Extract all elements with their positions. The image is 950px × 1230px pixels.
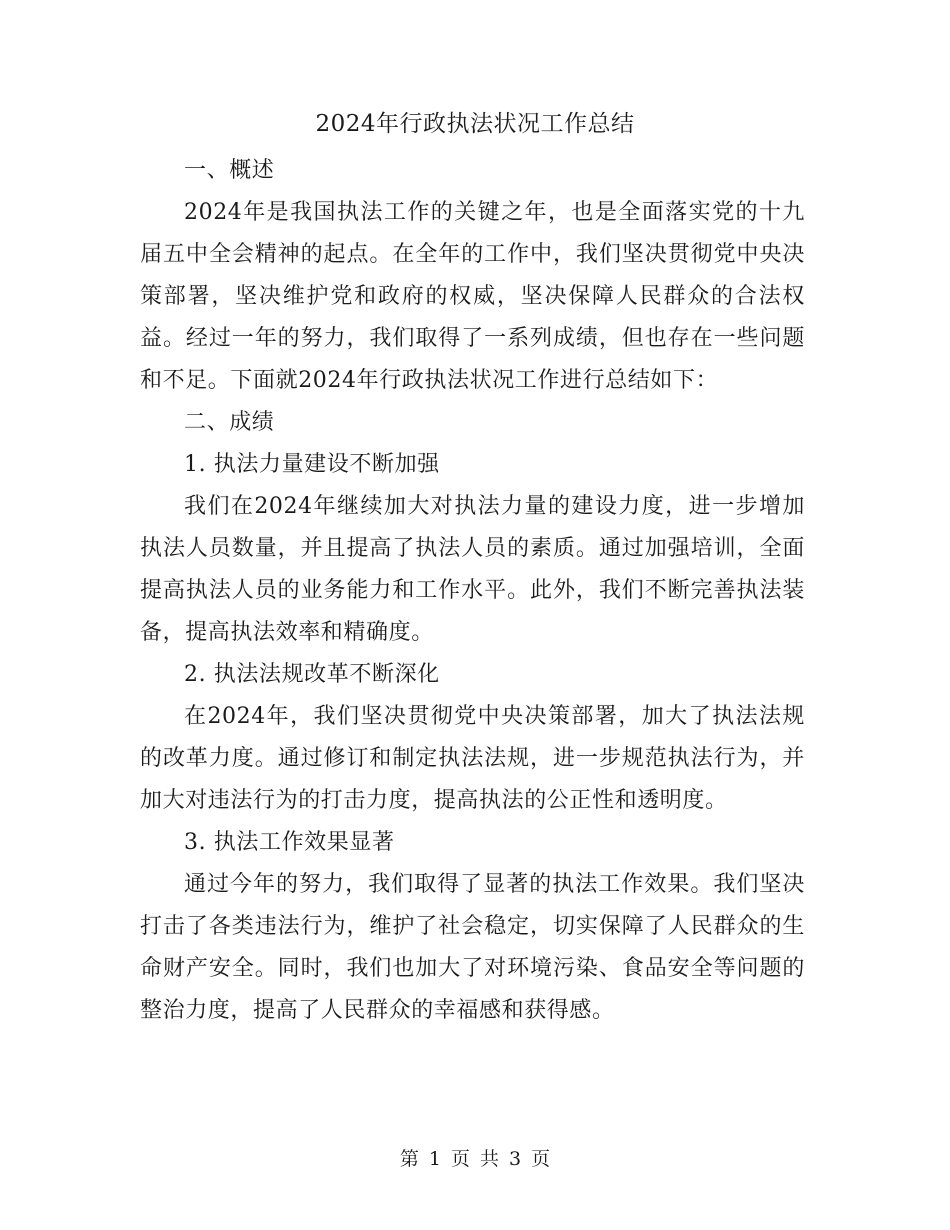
- paragraph-enforcement-results: 通过今年的努力，我们取得了显著的执法工作效果。我们坚决打击了各类违法行为，维护了社会稳定，切实保障了人民群众的生命财产安全。同时，我们也加大了对环境污染、食品安全等问题的整治力度，提高了人民群众的幸福感和获得感。: [140, 872, 805, 1023]
- section-heading-achievements: 二、成绩: [184, 410, 275, 435]
- section-heading-overview: 一、概述: [184, 158, 275, 183]
- paragraph-regulation-reform: 在2024年，我们坚决贯彻党中央决策部署，加大了执法法规的改革力度。通过修订和制定执法法规，进一步规范执法行为，并加大对违法行为的打击力度，提高执法的公正性和透明度。: [140, 704, 805, 813]
- document-title: 2024年行政执法状况工作总结: [315, 111, 635, 137]
- subheading-enforcement-capacity: 1. 执法力量建设不断加强: [184, 452, 440, 477]
- subheading-regulation-reform: 2. 执法法规改革不断深化: [184, 662, 440, 687]
- subheading-enforcement-results: 3. 执法工作效果显著: [184, 830, 395, 855]
- paragraph-overview: 2024年是我国执法工作的关键之年，也是全面落实党的十九届五中全会精神的起点。在全年的工作中，我们坚决贯彻党中央决策部署，坚决维护党和政府的权威，坚决保障人民群众的合法权益。经过一年的努力，我们取得了一系列成绩，但也存在一些问题和不足。下面就2024年行政执法状况工作进行总结如下：: [140, 200, 805, 393]
- paragraph-enforcement-capacity: 我们在2024年继续加大对执法力量的建设力度，进一步增加执法人员数量，并且提高了执法人员的素质。通过加强培训，全面提高执法人员的业务能力和工作水平。此外，我们不断完善执法装备，提高执法效率和精确度。: [140, 494, 805, 645]
- document-body: [140, 150, 805, 1032]
- page-number-footer: 第 1 页 共 3 页: [399, 1148, 551, 1170]
